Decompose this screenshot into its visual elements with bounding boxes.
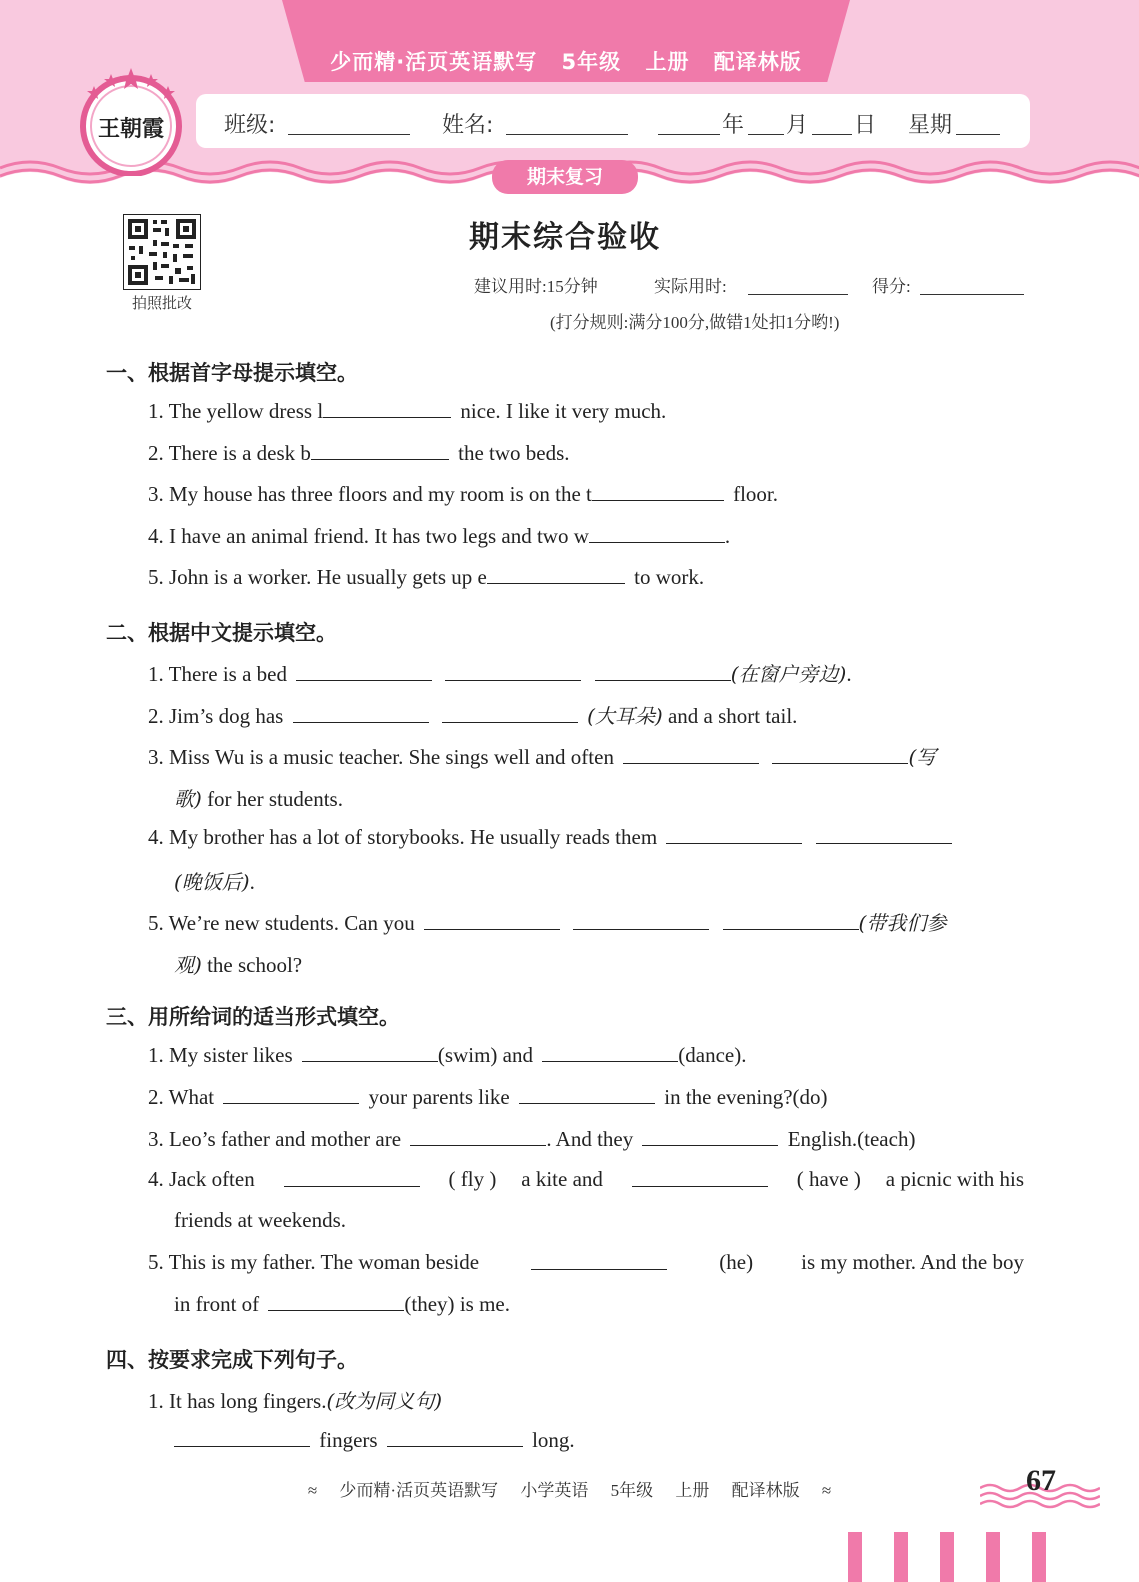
- answer-blank[interactable]: [519, 1084, 655, 1104]
- answer-blank[interactable]: [293, 703, 429, 723]
- day-field[interactable]: [812, 134, 852, 135]
- s3-question-4: 4. Jack often ( fly ) a kite and ( have ) a picnic with his: [148, 1167, 1024, 1191]
- section-4-heading: 四、按要求完成下列句子。: [106, 1348, 358, 1372]
- answer-blank[interactable]: [772, 744, 908, 764]
- s1-question-4: 4. I have an animal friend. It has two legs and two w .: [148, 524, 731, 548]
- answer-blank[interactable]: [284, 1167, 420, 1187]
- answer-blank[interactable]: [666, 824, 802, 844]
- class-label: 班级:: [224, 113, 276, 138]
- answer-blank[interactable]: [592, 481, 724, 501]
- answer-blank[interactable]: [623, 744, 759, 764]
- series-name: 少而精·活页英语默写: [330, 50, 538, 74]
- answer-blank[interactable]: [442, 703, 578, 723]
- student-info-bar: [196, 94, 1030, 148]
- series-grade: 5年级: [561, 50, 622, 74]
- svg-text:王朝霞: 王朝霞: [97, 116, 165, 142]
- scoring-rule: (打分规则:满分100分,做错1处扣1分哟!): [550, 313, 840, 332]
- series-title: [282, 46, 850, 76]
- answer-blank[interactable]: [387, 1427, 523, 1447]
- answer-blank[interactable]: [531, 1250, 667, 1270]
- s1-question-2: 2. There is a desk b the two beds.: [148, 441, 570, 465]
- name-label: 姓名:: [442, 113, 494, 138]
- answer-blank[interactable]: [487, 564, 625, 584]
- s2-question-4: 4. My brother has a lot of storybooks. He usually reads them: [148, 824, 956, 850]
- month-label: 月: [786, 113, 809, 138]
- answer-blank[interactable]: [632, 1167, 768, 1187]
- s2-question-3-cont: 歌) for her students.: [174, 787, 343, 811]
- actual-time-label: 实际用时:: [654, 277, 727, 296]
- suggested-time: 建议用时:15分钟: [474, 277, 598, 296]
- s3-question-1: 1. My sister likes (swim) and (dance).: [148, 1043, 747, 1067]
- brand-logo: [76, 66, 186, 176]
- qr-code[interactable]: [123, 214, 201, 290]
- answer-blank[interactable]: [311, 440, 449, 460]
- section-tag: 期末复习: [492, 160, 638, 194]
- s4-question-1-answer: fingers long.: [174, 1427, 575, 1453]
- s2-question-1: 1. There is a bed (在窗户旁边).: [148, 662, 852, 686]
- answer-blank[interactable]: [723, 910, 859, 930]
- month-field[interactable]: [748, 134, 784, 135]
- s1-question-5: 5. John is a worker. He usually gets up e to work.: [148, 565, 705, 589]
- s2-question-4-cont: (晚饭后).: [174, 870, 255, 894]
- week-label: 星期: [908, 113, 953, 138]
- answer-blank[interactable]: [642, 1126, 778, 1146]
- s3-question-2: 2. What your parents like in the evening?(do): [148, 1085, 828, 1109]
- s3-question-5-cont: in front of (they) is me.: [174, 1292, 510, 1316]
- series-edition: 配译林版: [713, 50, 802, 74]
- class-field[interactable]: [288, 134, 410, 135]
- answer-blank[interactable]: [816, 824, 952, 844]
- s2-question-3: 3. Miss Wu is a music teacher. She sings well and often (写: [148, 745, 937, 769]
- day-label: 日: [854, 113, 877, 138]
- answer-blank[interactable]: [410, 1126, 546, 1146]
- answer-blank[interactable]: [424, 910, 560, 930]
- page-title: 期末综合验收: [469, 220, 661, 255]
- s1-question-3: 3. My house has three floors and my room is on the t floor.: [148, 482, 779, 506]
- series-volume: 上册: [645, 50, 690, 74]
- answer-blank[interactable]: [589, 523, 725, 543]
- answer-blank[interactable]: [542, 1042, 678, 1062]
- answer-blank[interactable]: [174, 1427, 310, 1447]
- page-header: [0, 0, 1139, 200]
- s1-question-1: 1. The yellow dress l nice. I like it very much.: [148, 399, 667, 423]
- wave-glyph-icon: ≈: [821, 1481, 832, 1500]
- qr-label: 拍照批改: [131, 294, 192, 312]
- name-field[interactable]: [506, 134, 628, 135]
- answer-blank[interactable]: [302, 1042, 438, 1062]
- section-3-heading: 三、用所给词的适当形式填空。: [106, 1005, 400, 1029]
- week-field[interactable]: [956, 134, 1000, 135]
- s3-question-5: 5. This is my father. The woman beside (he) is my mother. And the boy: [148, 1250, 1024, 1274]
- actual-time-field[interactable]: [748, 294, 848, 295]
- answer-blank[interactable]: [296, 661, 432, 681]
- s3-question-4-cont: friends at weekends.: [174, 1208, 347, 1232]
- page-edge-bars: [848, 1532, 1048, 1582]
- year-field[interactable]: [658, 134, 720, 135]
- year-label: 年: [722, 113, 745, 138]
- s2-question-5-cont: 观) the school?: [174, 953, 303, 977]
- section-1-heading: 一、根据首字母提示填空。: [106, 361, 358, 385]
- s3-question-3: 3. Leo’s father and mother are . And they English.(teach): [148, 1127, 916, 1151]
- s4-question-1: 1. It has long fingers.(改为同义句): [148, 1389, 443, 1413]
- answer-blank[interactable]: [445, 661, 581, 681]
- s2-question-5: 5. We’re new students. Can you (带我们参: [148, 911, 947, 935]
- answer-blank[interactable]: [223, 1084, 359, 1104]
- wave-glyph-icon: ≈: [307, 1481, 318, 1500]
- answer-blank[interactable]: [573, 910, 709, 930]
- score-label: 得分:: [872, 277, 911, 296]
- answer-blank[interactable]: [268, 1291, 404, 1311]
- section-2-heading: 二、根据中文提示填空。: [106, 621, 337, 645]
- score-field[interactable]: [920, 294, 1024, 295]
- s2-question-2: 2. Jim’s dog has (大耳朵) and a short tail.: [148, 704, 798, 728]
- answer-blank[interactable]: [323, 398, 451, 418]
- footer: ≈ 少而精·活页英语默写 小学英语 5年级 上册 配译林版 ≈: [307, 1481, 832, 1500]
- page-number: 67: [1026, 1464, 1056, 1497]
- answer-blank[interactable]: [595, 661, 731, 681]
